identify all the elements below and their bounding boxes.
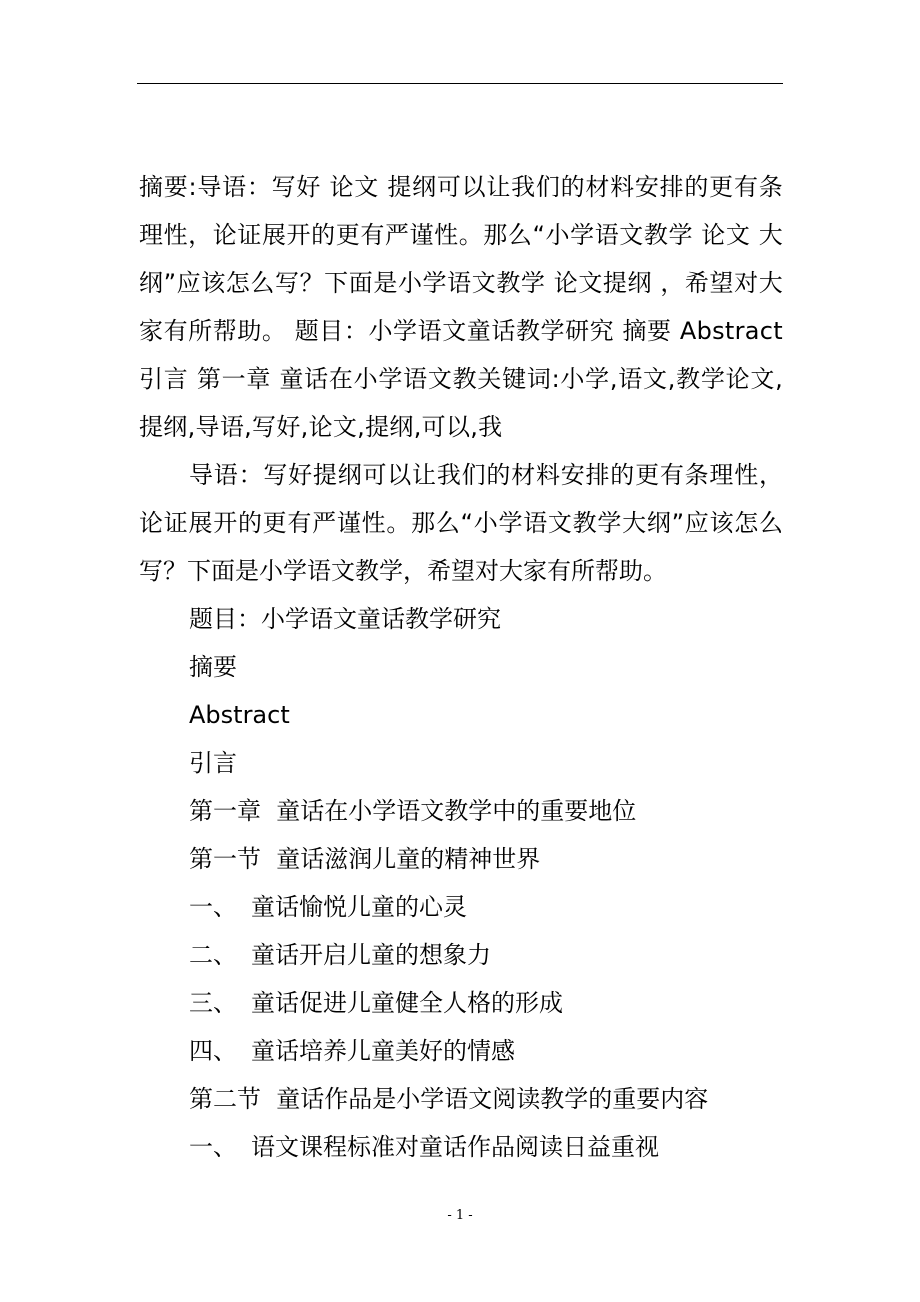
outline-item-text: 童话开启儿童的想象力 <box>251 941 491 969</box>
outline-item <box>139 1027 783 1075</box>
outline-section-2: 第二节 童话作品是小学语文阅读教学的重要内容 <box>189 1085 709 1113</box>
outline-abstract: Abstract <box>189 701 290 729</box>
outline-item-text: 童话促进儿童健全人格的形成 <box>251 989 563 1017</box>
header-rule <box>137 83 783 84</box>
outline-item-number: 一、 <box>189 1133 237 1161</box>
outline-item-number: 二、 <box>189 941 237 969</box>
outline-item <box>139 979 783 1027</box>
abstract-paragraph: 摘要:导语：写好 论文 提纲可以让我们的材料安排的更有条理性，论证展开的更有严谨性。那么“小学语文教学 论文 大纲”应该怎么写？下面是小学语文教学 论文提纲 ，希望对大家有所帮助。 题目：小学语文童话教学研究 摘要 Abstract 引言 第一章 童话在小学语文教关键词:小学,语文,教学论文,提纲,导语,写好,论文,提纲,可以,我 <box>139 173 783 441</box>
outline-zhaiyao: 摘要 <box>189 653 237 681</box>
outline-item <box>139 931 783 979</box>
outline-item-text: 语文课程标准对童话作品阅读日益重视 <box>251 1133 659 1161</box>
outline-chapter-1: 第一章 童话在小学语文教学中的重要地位 <box>189 797 637 825</box>
outline-item-number: 一、 <box>189 893 237 921</box>
outline-title: 题目：小学语文童话教学研究 <box>189 605 501 633</box>
outline-item <box>139 1123 783 1171</box>
intro-paragraph: 导语：写好提纲可以让我们的材料安排的更有条理性，论证展开的更有严谨性。那么“小学语文教学大纲”应该怎么写？下面是小学语文教学，希望对大家有所帮助。 <box>139 461 783 585</box>
outline-item <box>139 883 783 931</box>
outline-section-1: 第一节 童话滋润儿童的精神世界 <box>189 845 541 873</box>
outline-item-text: 童话培养儿童美好的情感 <box>251 1037 515 1065</box>
outline-item-number: 三、 <box>189 989 237 1017</box>
outline-item-text: 童话愉悦儿童的心灵 <box>251 893 467 921</box>
outline-item-number: 四、 <box>189 1037 237 1065</box>
document-body <box>139 163 783 1171</box>
outline-yinyan: 引言 <box>189 749 237 777</box>
page-number: - 1 - <box>447 1208 473 1223</box>
